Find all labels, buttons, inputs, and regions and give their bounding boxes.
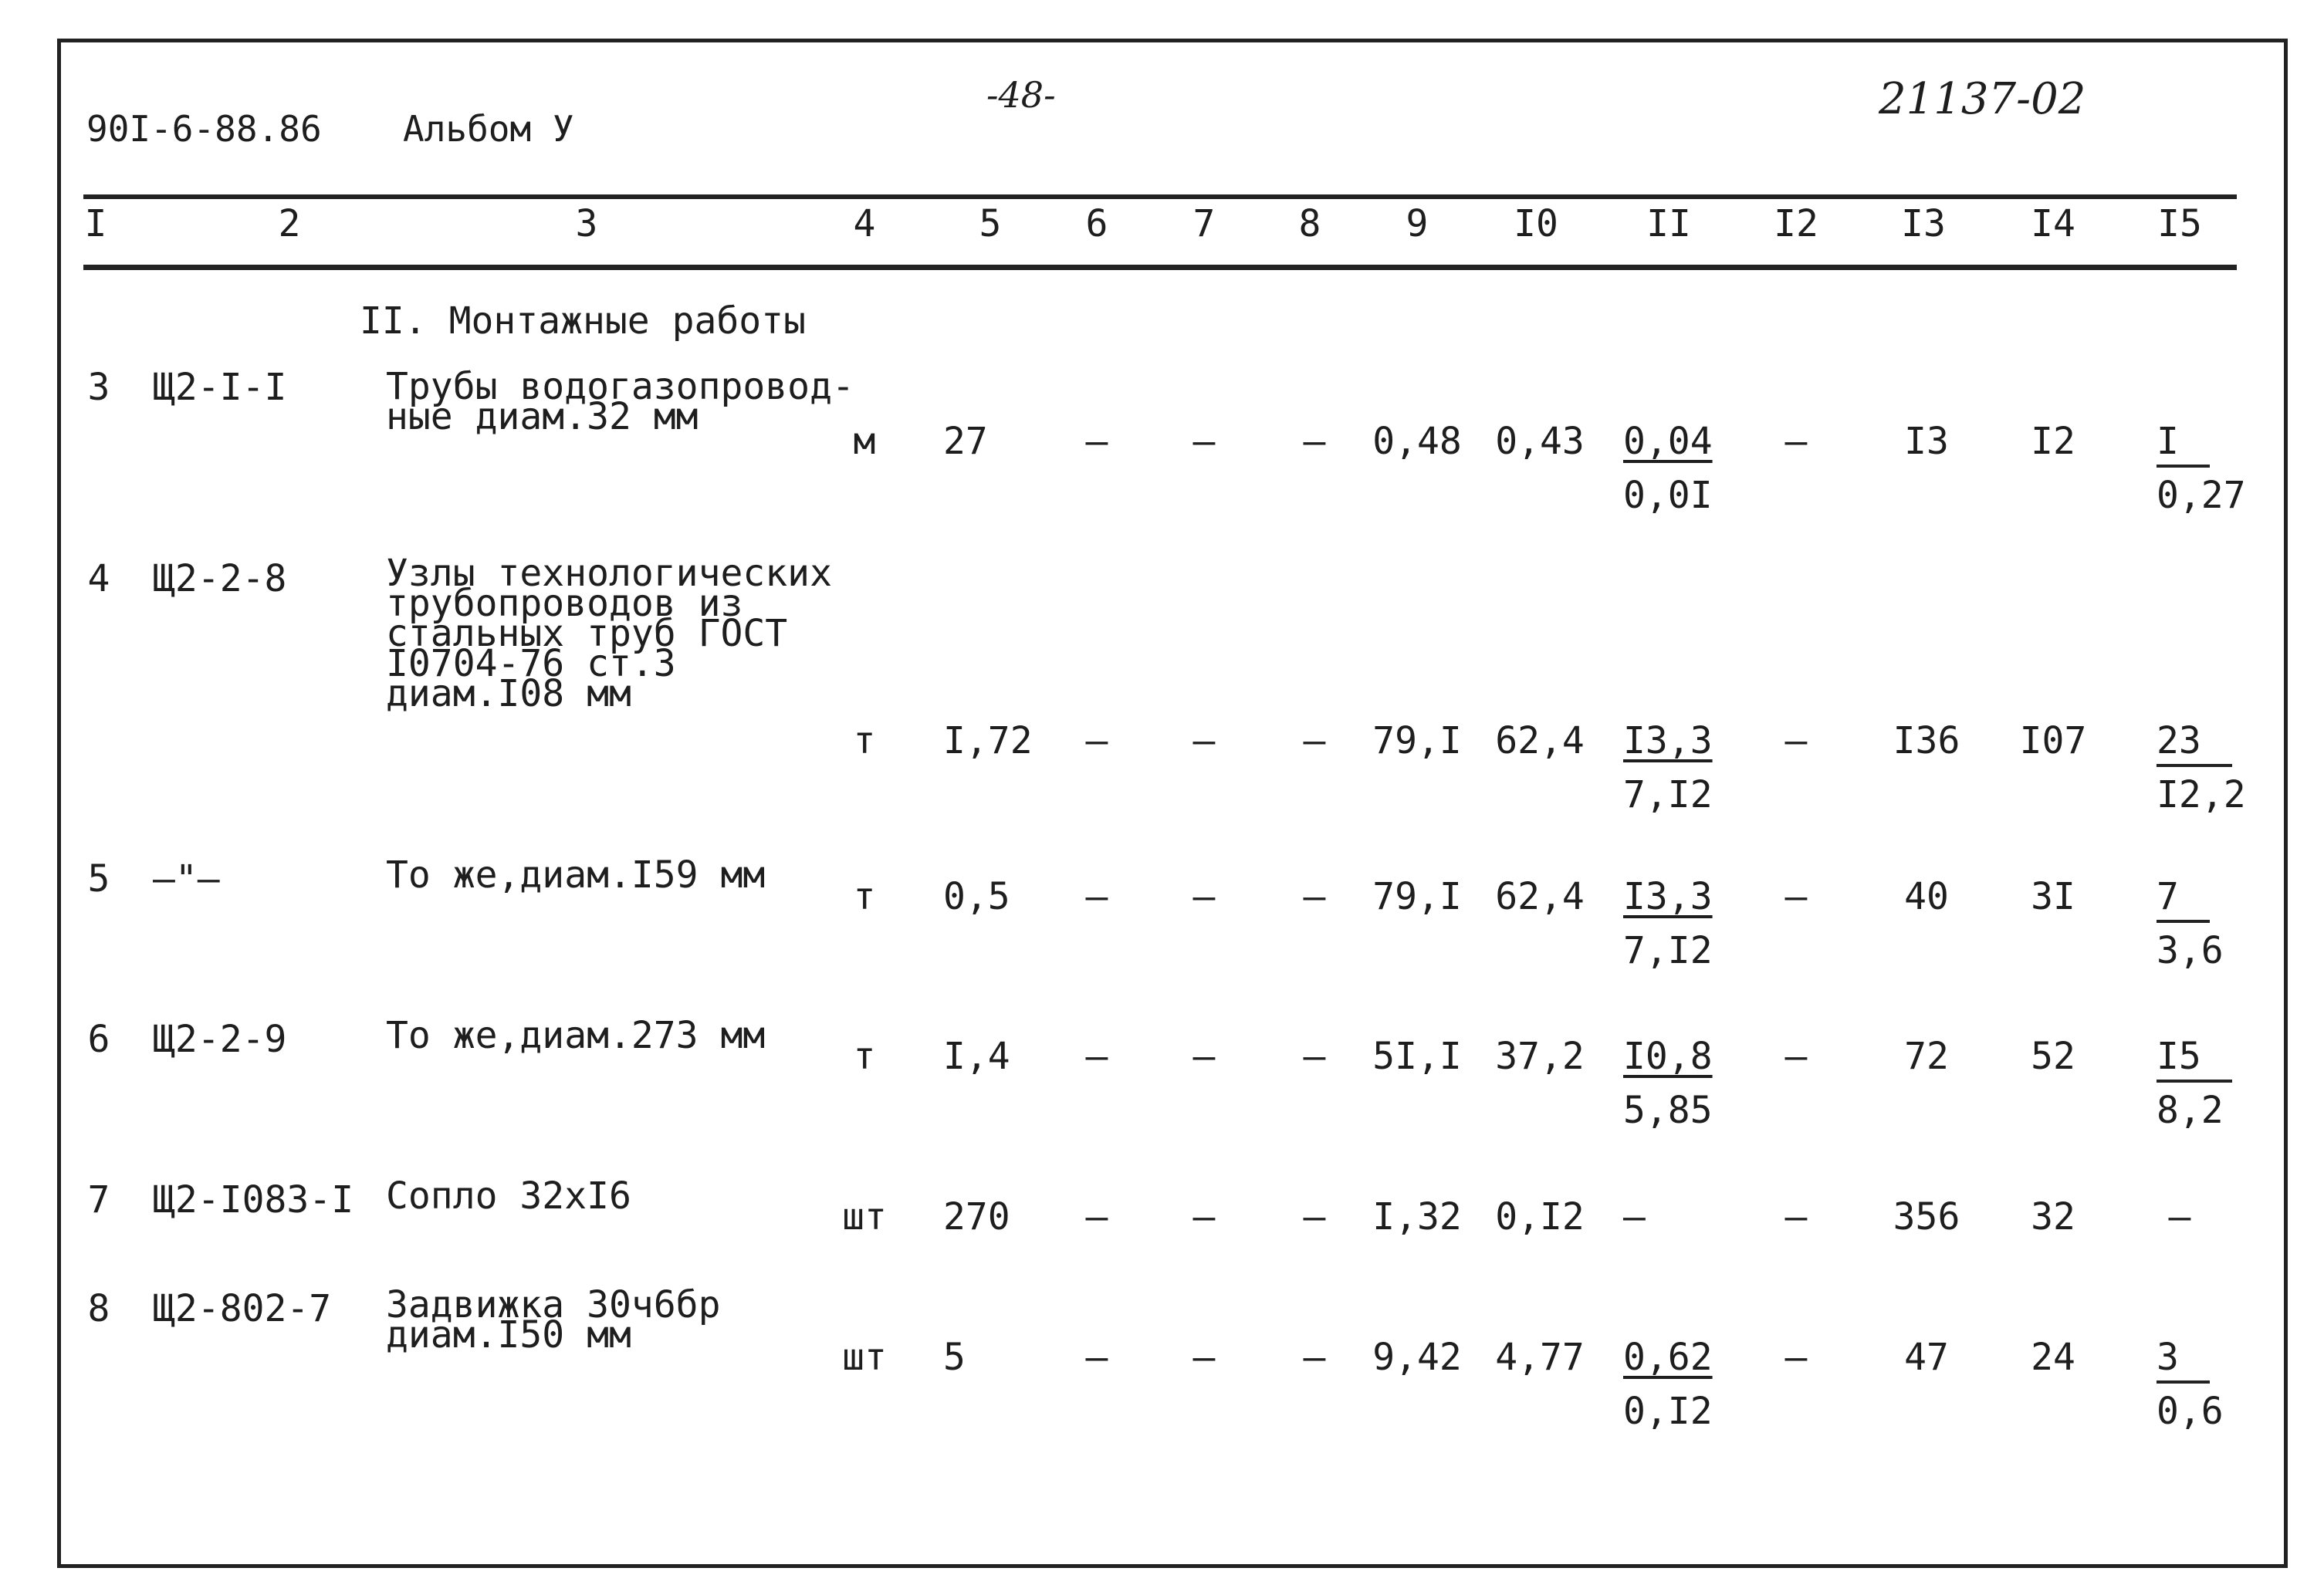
document-number: 21137-02 bbox=[1879, 74, 2086, 124]
row-unit: м bbox=[853, 420, 876, 463]
row-cell-c13: I3 bbox=[1904, 420, 1949, 463]
row-cell-c15-top: – bbox=[2168, 1195, 2191, 1238]
row-cell-c9: 9,42 bbox=[1372, 1336, 1462, 1379]
row-cell-c13: I36 bbox=[1893, 719, 1960, 762]
column-header: 9 bbox=[1406, 202, 1429, 245]
row-cell-c15-bottom: 0,6 bbox=[2157, 1390, 2224, 1433]
row-cell-c13: 356 bbox=[1893, 1195, 1960, 1238]
column-header: 3 bbox=[575, 202, 598, 245]
row-cell-c11-top: I3,3 bbox=[1623, 875, 1713, 918]
doc-code: 90I-6-88.86 bbox=[86, 108, 322, 150]
column-header: 7 bbox=[1192, 202, 1216, 245]
column-header: 4 bbox=[853, 202, 876, 245]
row-description: То же,диам.I59 мм bbox=[386, 853, 766, 897]
row-cell-c7: – bbox=[1192, 1035, 1216, 1078]
row-cell-c13: 47 bbox=[1904, 1336, 1949, 1379]
row-cell-c12: – bbox=[1784, 1035, 1808, 1078]
row-cell-c14: I07 bbox=[2019, 719, 2087, 762]
row-quantity: I,72 bbox=[943, 719, 1033, 762]
row-cell-c7: – bbox=[1192, 875, 1216, 918]
row-number: 5 bbox=[87, 857, 110, 901]
row-cell-c6: – bbox=[1085, 1195, 1108, 1238]
row-quantity: 5 bbox=[943, 1336, 966, 1379]
row-cell-c14: I2 bbox=[2031, 420, 2075, 463]
row-unit: т bbox=[853, 1035, 876, 1078]
row-code: Щ2-I083-I bbox=[153, 1178, 354, 1222]
header-rule-top bbox=[83, 194, 2237, 199]
row-cell-c15-top: I bbox=[2157, 423, 2210, 468]
row-cell-c15-bottom: 0,27 bbox=[2157, 474, 2246, 517]
row-quantity: 270 bbox=[943, 1195, 1010, 1238]
row-quantity: 27 bbox=[943, 420, 988, 463]
column-header: 5 bbox=[979, 202, 1002, 245]
row-cell-c10: 4,77 bbox=[1495, 1336, 1585, 1379]
row-cell-c9: 5I,I bbox=[1372, 1035, 1462, 1078]
row-cell-c7: – bbox=[1192, 1195, 1216, 1238]
column-header: 8 bbox=[1298, 202, 1321, 245]
column-header: I5 bbox=[2157, 202, 2202, 245]
row-cell-c15-top: 3 bbox=[2157, 1339, 2210, 1384]
row-cell-c11-top: – bbox=[1623, 1195, 1646, 1238]
row-cell-c13: 72 bbox=[1904, 1035, 1949, 1078]
row-code: Щ2-2-9 bbox=[153, 1018, 287, 1061]
row-unit: т bbox=[853, 719, 876, 762]
column-header: II bbox=[1646, 202, 1691, 245]
row-cell-c8: – bbox=[1303, 1195, 1326, 1238]
row-cell-c12: – bbox=[1784, 1336, 1808, 1379]
row-description: Трубы водогазопровод- ные диам.32 мм bbox=[386, 365, 854, 438]
row-cell-c8: – bbox=[1303, 875, 1326, 918]
row-unit: шт bbox=[842, 1195, 887, 1238]
row-cell-c11-bottom: 0,0I bbox=[1623, 474, 1713, 517]
row-cell-c10: 62,4 bbox=[1495, 875, 1585, 918]
header-rule-bottom bbox=[83, 265, 2237, 270]
row-cell-c7: – bbox=[1192, 420, 1216, 463]
row-cell-c15-bottom: 3,6 bbox=[2157, 929, 2224, 972]
row-cell-c11-bottom: 0,I2 bbox=[1623, 1390, 1713, 1433]
row-cell-c8: – bbox=[1303, 1035, 1326, 1078]
row-cell-c11-top: I0,8 bbox=[1623, 1035, 1713, 1078]
row-cell-c12: – bbox=[1784, 1195, 1808, 1238]
row-cell-c7: – bbox=[1192, 719, 1216, 762]
row-cell-c9: 79,I bbox=[1372, 719, 1462, 762]
page-number: -48- bbox=[986, 74, 1056, 116]
row-cell-c14: 52 bbox=[2031, 1035, 2075, 1078]
row-cell-c7: – bbox=[1192, 1336, 1216, 1379]
row-code: Щ2-I-I bbox=[153, 366, 287, 409]
row-cell-c10: 0,I2 bbox=[1495, 1195, 1585, 1238]
row-cell-c14: 32 bbox=[2031, 1195, 2075, 1238]
row-number: 4 bbox=[87, 557, 110, 600]
row-cell-c11-bottom: 5,85 bbox=[1623, 1089, 1713, 1132]
row-cell-c11-bottom: 7,I2 bbox=[1623, 929, 1713, 972]
row-number: 7 bbox=[87, 1178, 110, 1222]
column-header: I bbox=[84, 202, 107, 245]
row-cell-c15-top: 7 bbox=[2157, 878, 2210, 923]
row-cell-c8: – bbox=[1303, 1336, 1326, 1379]
row-number: 8 bbox=[87, 1287, 110, 1330]
row-cell-c6: – bbox=[1085, 875, 1108, 918]
row-cell-c13: 40 bbox=[1904, 875, 1949, 918]
row-cell-c12: – bbox=[1784, 719, 1808, 762]
row-cell-c10: 37,2 bbox=[1495, 1035, 1585, 1078]
row-unit: шт bbox=[842, 1336, 887, 1379]
row-description: Узлы технологических трубопроводов из стальных труб ГОСТ I0704-76 ст.3 диам.I08 мм bbox=[386, 552, 832, 715]
column-header: I0 bbox=[1514, 202, 1558, 245]
column-header: I4 bbox=[2031, 202, 2075, 245]
row-cell-c11-top: 0,62 bbox=[1623, 1336, 1713, 1379]
row-unit: т bbox=[853, 875, 876, 918]
row-cell-c14: 3I bbox=[2031, 875, 2075, 918]
row-quantity: 0,5 bbox=[943, 875, 1010, 918]
album-label: Альбом У bbox=[403, 108, 574, 150]
column-header: I3 bbox=[1901, 202, 1946, 245]
row-description: Задвижка 30ч6бр диам.I50 мм bbox=[386, 1283, 721, 1357]
row-cell-c6: – bbox=[1085, 1336, 1108, 1379]
row-cell-c15-top: I5 bbox=[2157, 1038, 2232, 1083]
row-cell-c9: I,32 bbox=[1372, 1195, 1462, 1238]
row-description: То же,диам.273 мм bbox=[386, 1014, 766, 1057]
row-cell-c15-bottom: I2,2 bbox=[2157, 773, 2246, 816]
row-cell-c10: 62,4 bbox=[1495, 719, 1585, 762]
row-cell-c6: – bbox=[1085, 1035, 1108, 1078]
row-cell-c15-bottom: 8,2 bbox=[2157, 1089, 2224, 1132]
column-header: 6 bbox=[1085, 202, 1108, 245]
row-code: –"– bbox=[153, 857, 220, 901]
row-cell-c8: – bbox=[1303, 420, 1326, 463]
column-header: I2 bbox=[1774, 202, 1818, 245]
row-code: Щ2-802-7 bbox=[153, 1287, 332, 1330]
row-cell-c8: – bbox=[1303, 719, 1326, 762]
row-cell-c11-bottom: 7,I2 bbox=[1623, 773, 1713, 816]
row-cell-c12: – bbox=[1784, 420, 1808, 463]
row-cell-c15-top: 23 bbox=[2157, 722, 2232, 767]
row-cell-c9: 0,48 bbox=[1372, 420, 1462, 463]
row-cell-c9: 79,I bbox=[1372, 875, 1462, 918]
section-title: II. Монтажные работы bbox=[360, 299, 806, 343]
row-number: 3 bbox=[87, 366, 110, 409]
row-quantity: I,4 bbox=[943, 1035, 1010, 1078]
row-cell-c12: – bbox=[1784, 875, 1808, 918]
row-cell-c10: 0,43 bbox=[1495, 420, 1585, 463]
row-code: Щ2-2-8 bbox=[153, 557, 287, 600]
row-cell-c11-top: I3,3 bbox=[1623, 719, 1713, 762]
row-number: 6 bbox=[87, 1018, 110, 1061]
row-cell-c6: – bbox=[1085, 420, 1108, 463]
row-description: Сопло 32хI6 bbox=[386, 1174, 631, 1218]
row-cell-c6: – bbox=[1085, 719, 1108, 762]
column-header: 2 bbox=[278, 202, 301, 245]
row-cell-c11-top: 0,04 bbox=[1623, 420, 1713, 463]
row-cell-c14: 24 bbox=[2031, 1336, 2075, 1379]
